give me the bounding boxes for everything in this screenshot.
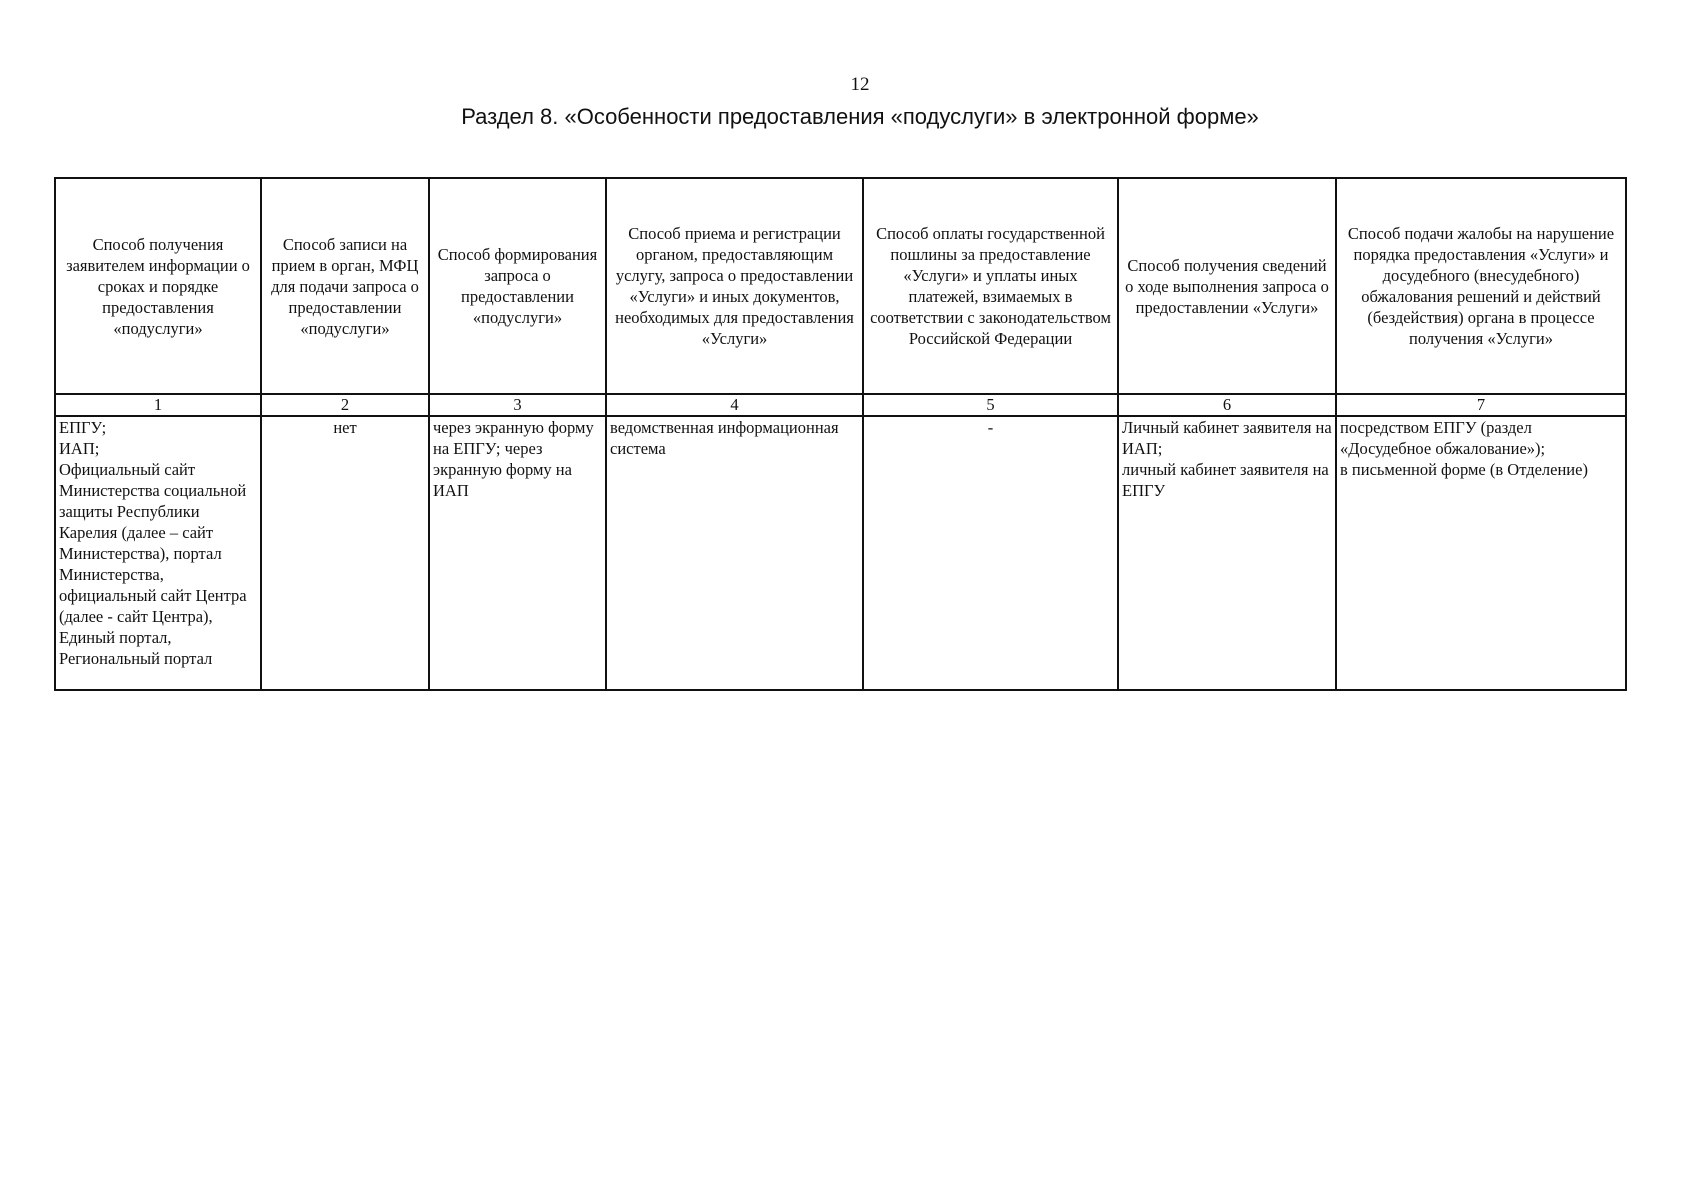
column-number: 4 xyxy=(606,394,863,416)
column-number: 7 xyxy=(1336,394,1626,416)
header-cell: Способ приема и регистрации органом, предоставляющим услугу, запроса о предоставлении «Услуги» и иных документов, необходимых для предоставления «Услуги» xyxy=(606,178,863,394)
info-source-iap: ИАП; xyxy=(59,439,100,458)
complaint-via-epgu: посредством ЕПГУ (раздел «Досудебное обжалование»); xyxy=(1340,418,1546,458)
header-cell: Способ формирования запроса о предоставлении «подуслуги» xyxy=(429,178,606,394)
payment-method-cell: - xyxy=(863,416,1118,690)
header-cell: Способ оплаты государственной пошлины за предоставление «Услуги» и уплаты иных платежей, взимаемых в соответствии с законодательством Российской Федерации xyxy=(863,178,1118,394)
info-sources-cell xyxy=(55,416,261,690)
request-registration-cell: ведомственная информационная система xyxy=(606,416,863,690)
column-number: 1 xyxy=(55,394,261,416)
info-source-websites: Официальный сайт Министерства социальной защиты Республики Карелия (далее – сайт Министерства), портал Министерства, официальный сайт Центра (далее - сайт Центра), Единый портал, Региональный портал xyxy=(59,460,247,668)
header-cell: Способ записи на прием в орган, МФЦ для подачи запроса о предоставлении «подуслуги» xyxy=(261,178,429,394)
column-number: 5 xyxy=(863,394,1118,416)
status-source-epgu: личный кабинет заявителя на ЕПГУ xyxy=(1122,460,1329,500)
column-number: 3 xyxy=(429,394,606,416)
complaint-method-cell xyxy=(1336,416,1626,690)
complaint-in-writing: в письменной форме (в Отделение) xyxy=(1340,460,1588,479)
header-cell: Способ получения сведений о ходе выполнения запроса о предоставлении «Услуги» xyxy=(1118,178,1336,394)
header-cell: Способ подачи жалобы на нарушение порядка предоставления «Услуги» и досудебного (внесудебного) обжалования решений и действий (бездействия) органа в процессе получения «Услуги» xyxy=(1336,178,1626,394)
column-number-row xyxy=(55,394,1626,416)
page-number: 12 xyxy=(850,74,870,95)
column-number: 2 xyxy=(261,394,429,416)
appointment-method-cell: нет xyxy=(261,416,429,690)
info-source-epgu: ЕПГУ; xyxy=(59,418,107,437)
column-number: 6 xyxy=(1118,394,1336,416)
header-cell: Способ получения заявителем информации о сроках и порядке предоставления «подуслуги» xyxy=(55,178,261,394)
table-header-row xyxy=(55,178,1626,394)
electronic-services-table xyxy=(54,177,1627,691)
section-title: Раздел 8. «Особенности предоставления «подуслуги» в электронной форме» xyxy=(461,104,1259,129)
status-info-cell xyxy=(1118,416,1336,690)
request-formation-cell: через экранную форму на ЕПГУ; через экранную форму на ИАП xyxy=(429,416,606,690)
status-source-iap: Личный кабинет заявителя на ИАП; xyxy=(1122,418,1332,458)
table-row xyxy=(55,416,1626,690)
